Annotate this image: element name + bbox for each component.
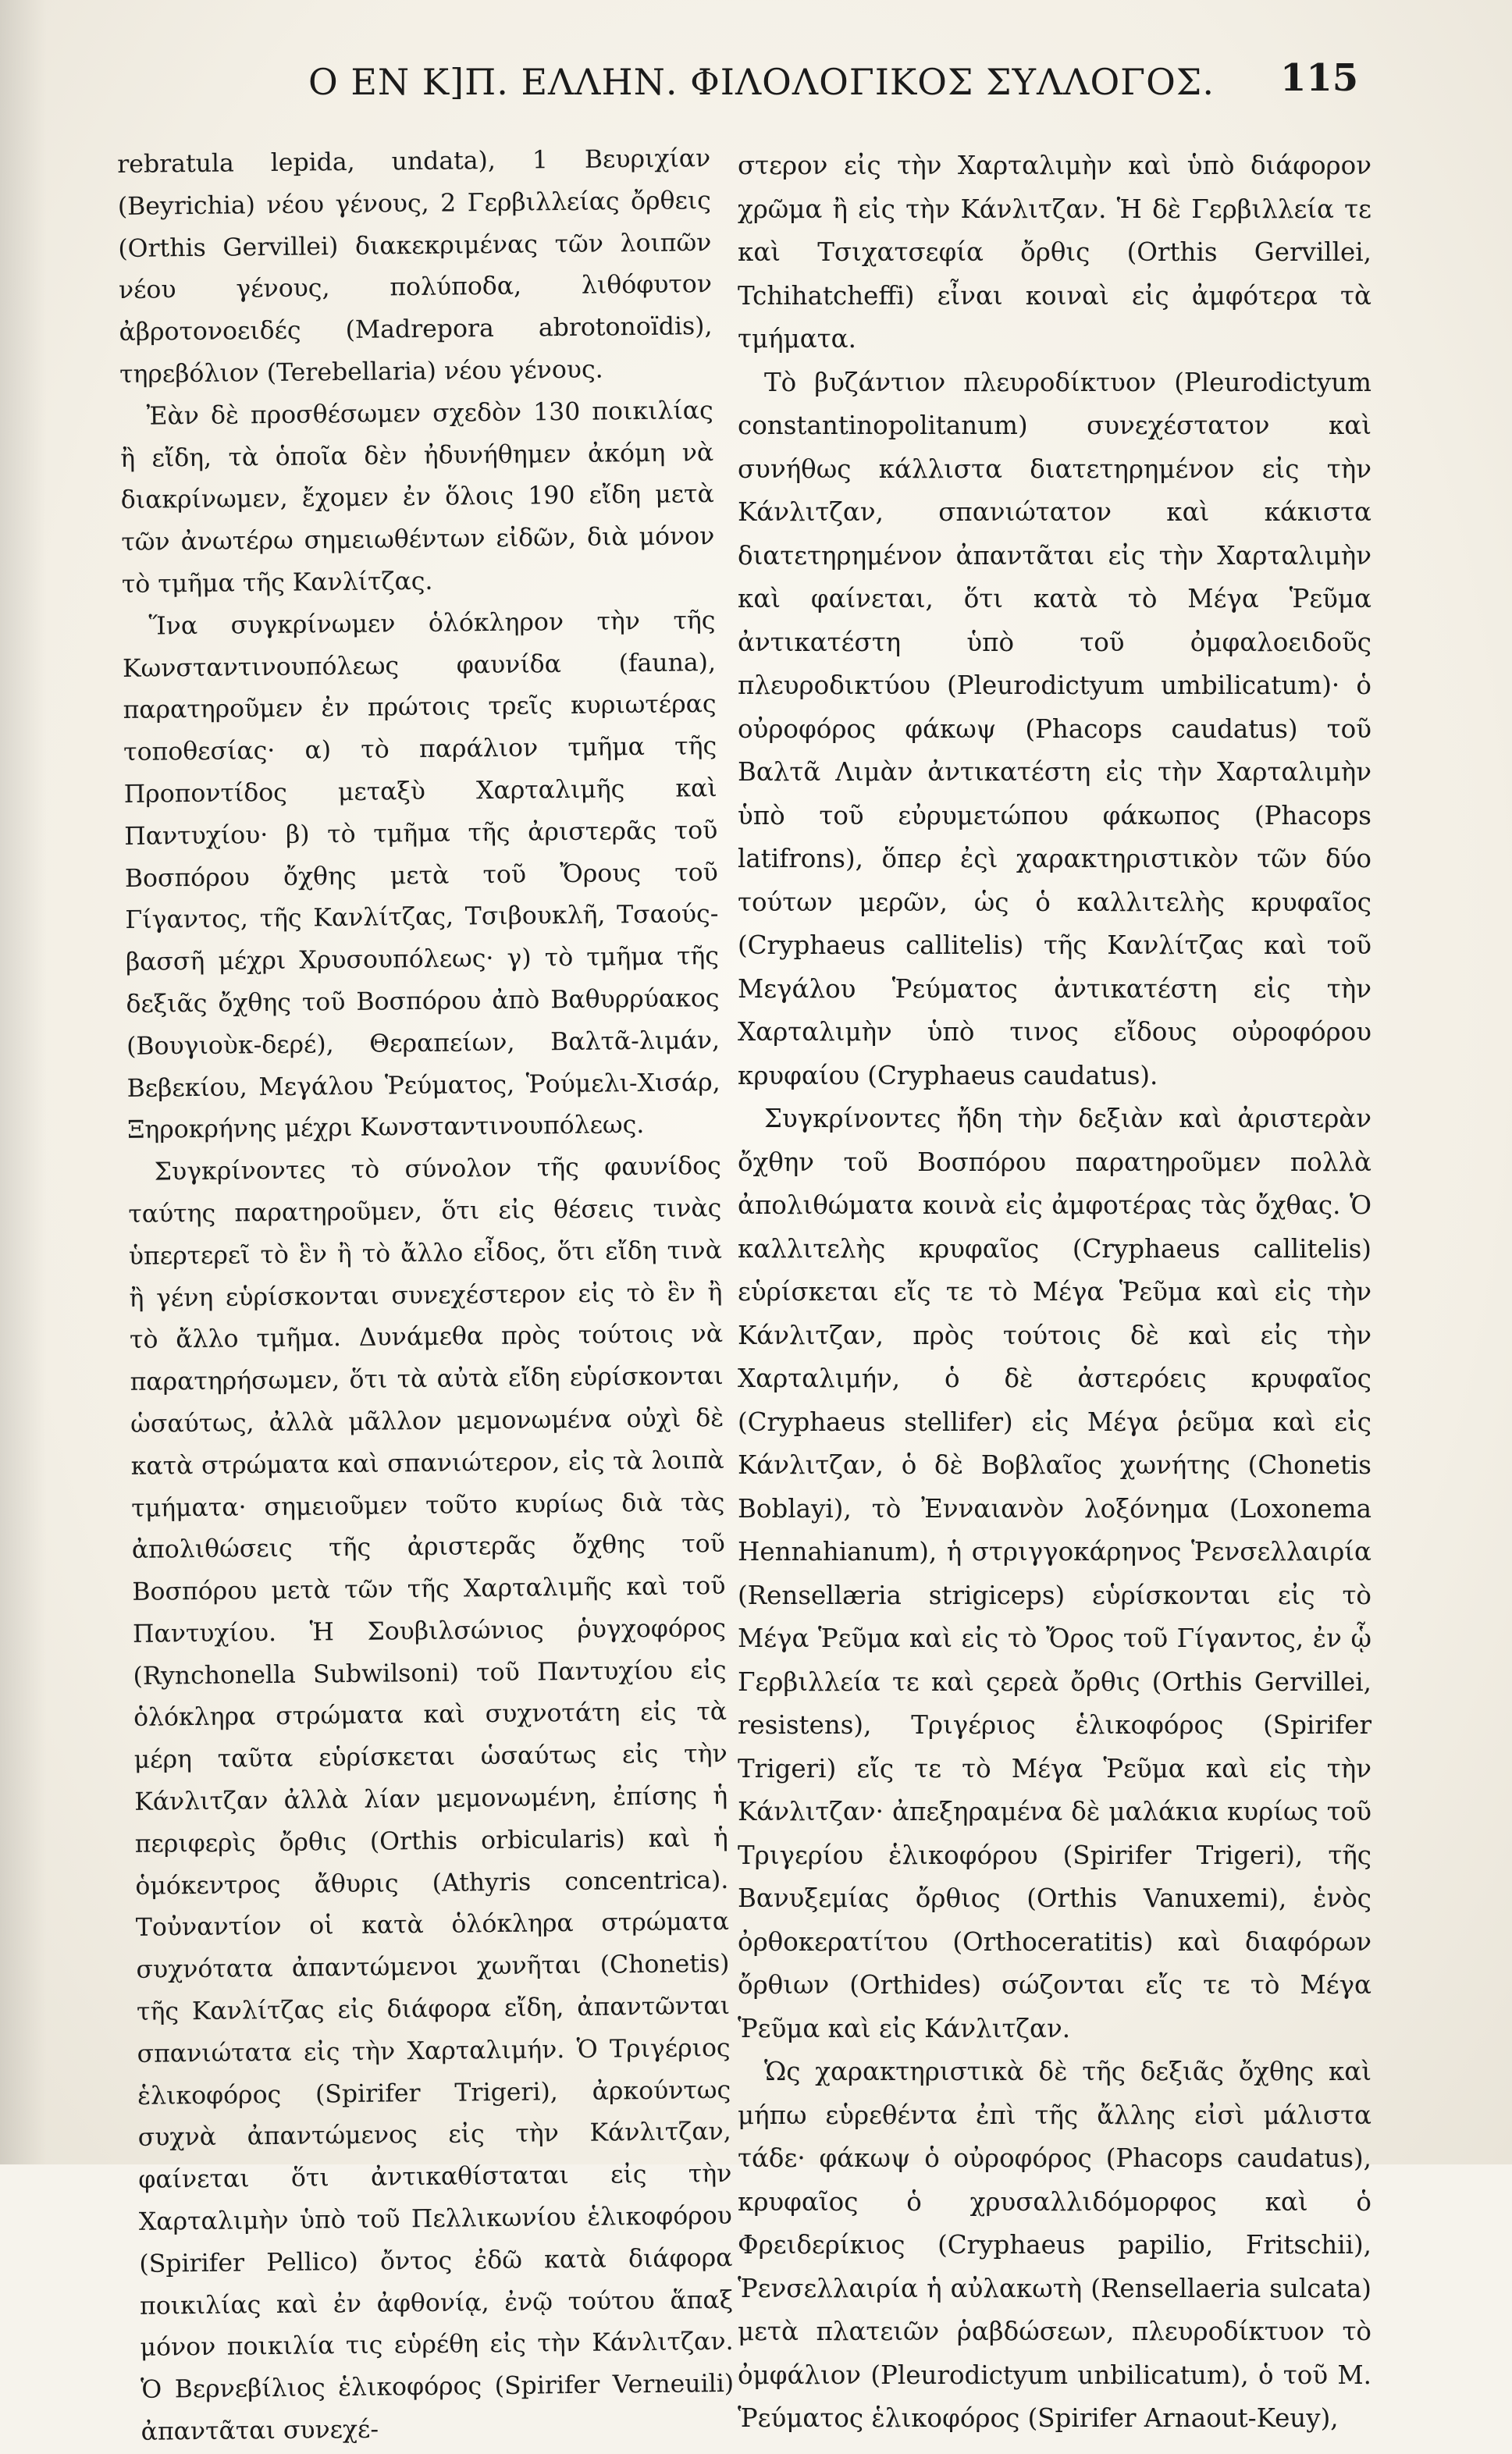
paragraph: Ἐὰν δὲ προσθέσωμεν σχεδὸν 130 ποικιλίας ἢ εἴδη, τὰ ὁποῖα δὲν ἠδυνήθημεν ἀκόμη νὰ διακρίνωμεν, ἔχομεν ἐν ὅλοις 190 εἴδη μετὰ τῶν ἀνωτέρω σημειωθέντων εἰδῶν, διὰ μόνον τὸ τμῆμα τῆς Κανλίτζας. xyxy=(120,396,715,599)
paragraph: Συγκρίνοντες ἤδη τὴν δεξιὰν καὶ ἀριστερὰν ὄχθην τοῦ Βοσπόρου παρατηροῦμεν πολλὰ ἀπολιθώματα κοινὰ εἰς ἀμφοτέρας τὰς ὄχθας. Ὁ καλλιτελὴς κρυφαῖος (Cryphaeus callitelis) εὑρίσκεται εἴς τε τὸ Μέγα Ῥεῦμα καὶ εἰς τὴν Κάνλιτζαν, πρὸς τούτοις δὲ καὶ εἰς τὴν Χαρταλιμήν, ὁ δὲ ἀστερόεις κρυφαῖος (Cryphaeus stellifer) εἰς Μέγα ῥεῦμα καὶ εἰς Κάνλιτζαν, ὁ δὲ Βοβλαῖος χωνήτης (Chonetis Boblayi), τὸ Ἐνναιανὸν λοξόνημα (Loxonema Hennahianum), ἡ στριγγοκάρηνος Ῥενσελλαιρία (Rensellæria strigiceps) εὑρίσκονται εἰς τὸ Μέγα Ῥεῦμα καὶ εἰς τὸ Ὄρος τοῦ Γίγαντος, ἐν ᾧ Γερβιλλεία τε καὶ ςερεὰ ὄρθις (Orthis Gervillei, resistens), Τριγέριος ἑλικοφόρος (Spirifer Trigeri) εἴς τε τὸ Μέγα Ῥεῦμα καὶ εἰς τὴν Κάνλιτζαν· ἀπεξηραμένα δὲ μαλάκια κυρίως τοῦ Τριγερίου ἑλικοφόρου (Spirifer Trigeri), τῆς Βανυξεμίας ὄρθιος (Orthis Vanuxemi), ἑνὸς ὀρθοκερατίτου (Orthoceratitis) καὶ διαφόρων ὄρθιων (Orthides) σώζονται εἴς τε τὸ Μέγα Ῥεῦμα καὶ εἰς Κάνλιτζαν. xyxy=(738,1104,1371,2043)
paragraph: rebratula lepida, undata), 1 Βευριχίαν (Beyrichia) νέου γένους, 2 Γερβιλλείας ὄρθεις (Orthis Gervillei) διακεκριμένας τῶν λοιπῶν νέου γένους, πολύποδα, λιθόφυτον ἀβροτονοειδές (Madrepora abrotonoïdis), τηρεβόλιον (Terebellaria) νέου γένους. xyxy=(117,144,713,389)
paragraph: Ἵνα συγκρίνωμεν ὁλόκληρον τὴν τῆς Κωνσταντινουπόλεως φαυνίδα (fauna), παρατηροῦμεν ἐν πρώτοις τρεῖς κυριωτέρας τοποθεσίας· α) τὸ παράλιον τμῆμα τῆς Προποντίδος μεταξὺ Χαρταλιμῆς καὶ Παντυχίου· β) τὸ τμῆμα τῆς ἀριστερᾶς τοῦ Βοσπόρου ὄχθης μετὰ τοῦ Ὄρους τοῦ Γίγαντος, τῆς Κανλίτζας, Τσιβουκλῆ, Τσαούς-βασσῆ μέχρι Χρυσουπόλεως· γ) τὸ τμῆμα τῆς δεξιᾶς ὄχθης τοῦ Βοσπόρου ἀπὸ Βαθυρρύακος (Βουγιοὺκ-δερέ), Θεραπείων, Βαλτᾶ-λιμάν, Βεβεκίου, Μεγάλου Ῥεύματος, Ῥούμελι-Χισάρ, Ξηροκρήνης μέχρι Κωνσταντινουπόλεως. xyxy=(122,606,720,1145)
paragraph: Ὡς χαρακτηριστικὰ δὲ τῆς δεξιᾶς ὄχθης καὶ μήπω εὑρεθέντα ἐπὶ τῆς ἄλλης εἰσὶ μάλιστα τάδε· φάκωψ ὁ οὐροφόρος (Phacops caudatus), κρυφαῖος ὁ χρυσαλλιδόμορφος καὶ ὁ Φρειδερίκιος (Cryphaeus papilio, Fritschii), Ῥενσελλαιρία ἡ αὐλακωτὴ (Rensellaeria sulcata) μετὰ πλατειῶν ῥαβδώσεων, πλευροδίκτυον τὸ ὀμφάλιον (Pleurodictyum unbilicatum), ὁ τοῦ Μ. Ῥεύματος ἑλικοφόρος (Spirifer Arnaout-Keuy), xyxy=(738,2057,1371,2433)
running-head: Ο ΕΝ Κ]Π. ΕΛΛΗΝ. ΦΙΛΟΛΟΓΙΚΟΣ ΣΥΛΛΟΓΟΣ. xyxy=(308,61,1215,103)
page-number: 115 xyxy=(1280,56,1359,100)
left-column xyxy=(117,138,735,2446)
paragraph: Συγκρίνοντες τὸ σύνολον τῆς φαυνίδος ταύτης παρατηροῦμεν, ὅτι εἰς θέσεις τινὰς ὑπερτερεῖ τὸ ἓν ἢ τὸ ἄλλο εἶδος, ὅτι εἴδη τινὰ ἢ γένη εὑρίσκονται συνεχέστερον εἰς τὸ ἓν ἢ τὸ ἄλλο τμῆμα. Δυνάμεθα πρὸς τούτοις νὰ παρατηρήσωμεν, ὅτι τὰ αὐτὰ εἴδη εὑρίσκονται ὡσαύτως, ἀλλὰ μᾶλλον μεμονωμένα οὐχὶ δὲ κατὰ στρώματα καὶ σπανιώτερον, εἰς τὰ λοιπὰ τμήματα· σημειοῦμεν τοῦτο κυρίως διὰ τὰς ἀπολιθώσεις τῆς ἀριστερᾶς ὄχθης τοῦ Βοσπόρου μετὰ τῶν τῆς Χαρταλιμῆς καὶ τοῦ Παντυχίου. Ἡ Σουβιλσώνιος ῥυγχοφόρος (Rynchonella Subwilsoni) τοῦ Παντυχίου εἰς ὁλόκληρα στρώματα καὶ συχνοτάτη εἰς τὰ μέρη ταῦτα εὑρίσκεται ὡσαύτως εἰς τὴν Κάνλιτζαν ἀλλὰ λίαν μεμονωμένη, ἐπίσης ἡ περιφερὶς ὄρθις (Orthis orbicularis) καὶ ἡ ὁμόκεντρος ἄθυρις (Athyris concentrica). Τοὐναντίον οἱ κατὰ ὁλόκληρα στρώματα συχνότατα ἀπαντώμενοι χωνῆται (Chonetis) τῆς Κανλίτζας εἰς διάφορα εἴδη, ἀπαντῶνται σπανιώτατα εἰς τὴν Χαρταλιμήν. Ὁ Τριγέριος ἑλικοφόρος (Spirifer Trigeri), ἀρκούντως συχνὰ ἀπαντώμενος εἰς τὴν Κάνλιτζαν, φαίνεται ὅτι ἀντικαθίσταται εἰς τὴν Χαρταλιμὴν ὑπὸ τοῦ Πελλικωνίου ἑλικοφόρου (Spirifer Pellico) ὄντος ἐδῶ κατὰ διάφορα ποικιλίας καὶ ἐν ἀφθονίᾳ, ἐνῷ τούτου ἅπαξ μόνον ποικιλία τις εὑρέθη εἰς τὴν Κάνλιτζαν. Ὁ Βερνεβίλιος ἑλικοφόρος (Spirifer Verneuili) ἀπαντᾶται συνεχέ- xyxy=(128,1152,735,2446)
binding-shadow xyxy=(0,0,47,2164)
page-header xyxy=(0,56,1512,123)
right-column xyxy=(738,144,1371,2433)
paragraph: στερον εἰς τὴν Χαρταλιμὴν καὶ ὑπὸ διάφορον χρῶμα ἢ εἰς τὴν Κάνλιτζαν. Ἡ δὲ Γερβιλλεία τε καὶ Τσιχατσεφία ὄρθις (Orthis Gervillei, Tchihatcheffi) εἶναι κοιναὶ εἰς ἀμφότερα τὰ τμήματα. xyxy=(738,151,1371,354)
paragraph: Τὸ βυζάντιον πλευροδίκτυον (Pleurodictyum constantinopolitanum) συνεχέστατον καὶ συνήθως κάλλιστα διατετηρημένον εἰς τὴν Κάνλιτζαν, σπανιώτατον καὶ κάκιστα διατετηρημένον ἀπαντᾶται εἰς τὴν Χαρταλιμὴν καὶ φαίνεται, ὅτι κατὰ τὸ Μέγα Ῥεῦμα ἀντικατέστη ὑπὸ τοῦ ὀμφαλοειδοῦς πλευροδικτύου (Pleurodictyum umbilicatum)· ὁ οὐροφόρος φάκωψ (Phacops caudatus) τοῦ Βαλτᾶ Λιμὰν ἀντικατέστη εἰς τὴν Χαρταλιμὴν ὑπὸ τοῦ εὐρυμετώπου φάκωπος (Phacops latifrons), ὅπερ ἐςὶ χαρακτηριστικὸν τῶν δύο τούτων μερῶν, ὡς ὁ καλλιτελὴς κρυφαῖος (Cryphaeus callitelis) τῆς Κανλίτζας καὶ τοῦ Μεγάλου Ῥεύματος ἀντικατέστη εἰς τὴν Χαρταλιμὴν ὑπὸ τινος εἴδους οὐροφόρου κρυφαίου (Cryphaeus caudatus). xyxy=(738,367,1371,1090)
